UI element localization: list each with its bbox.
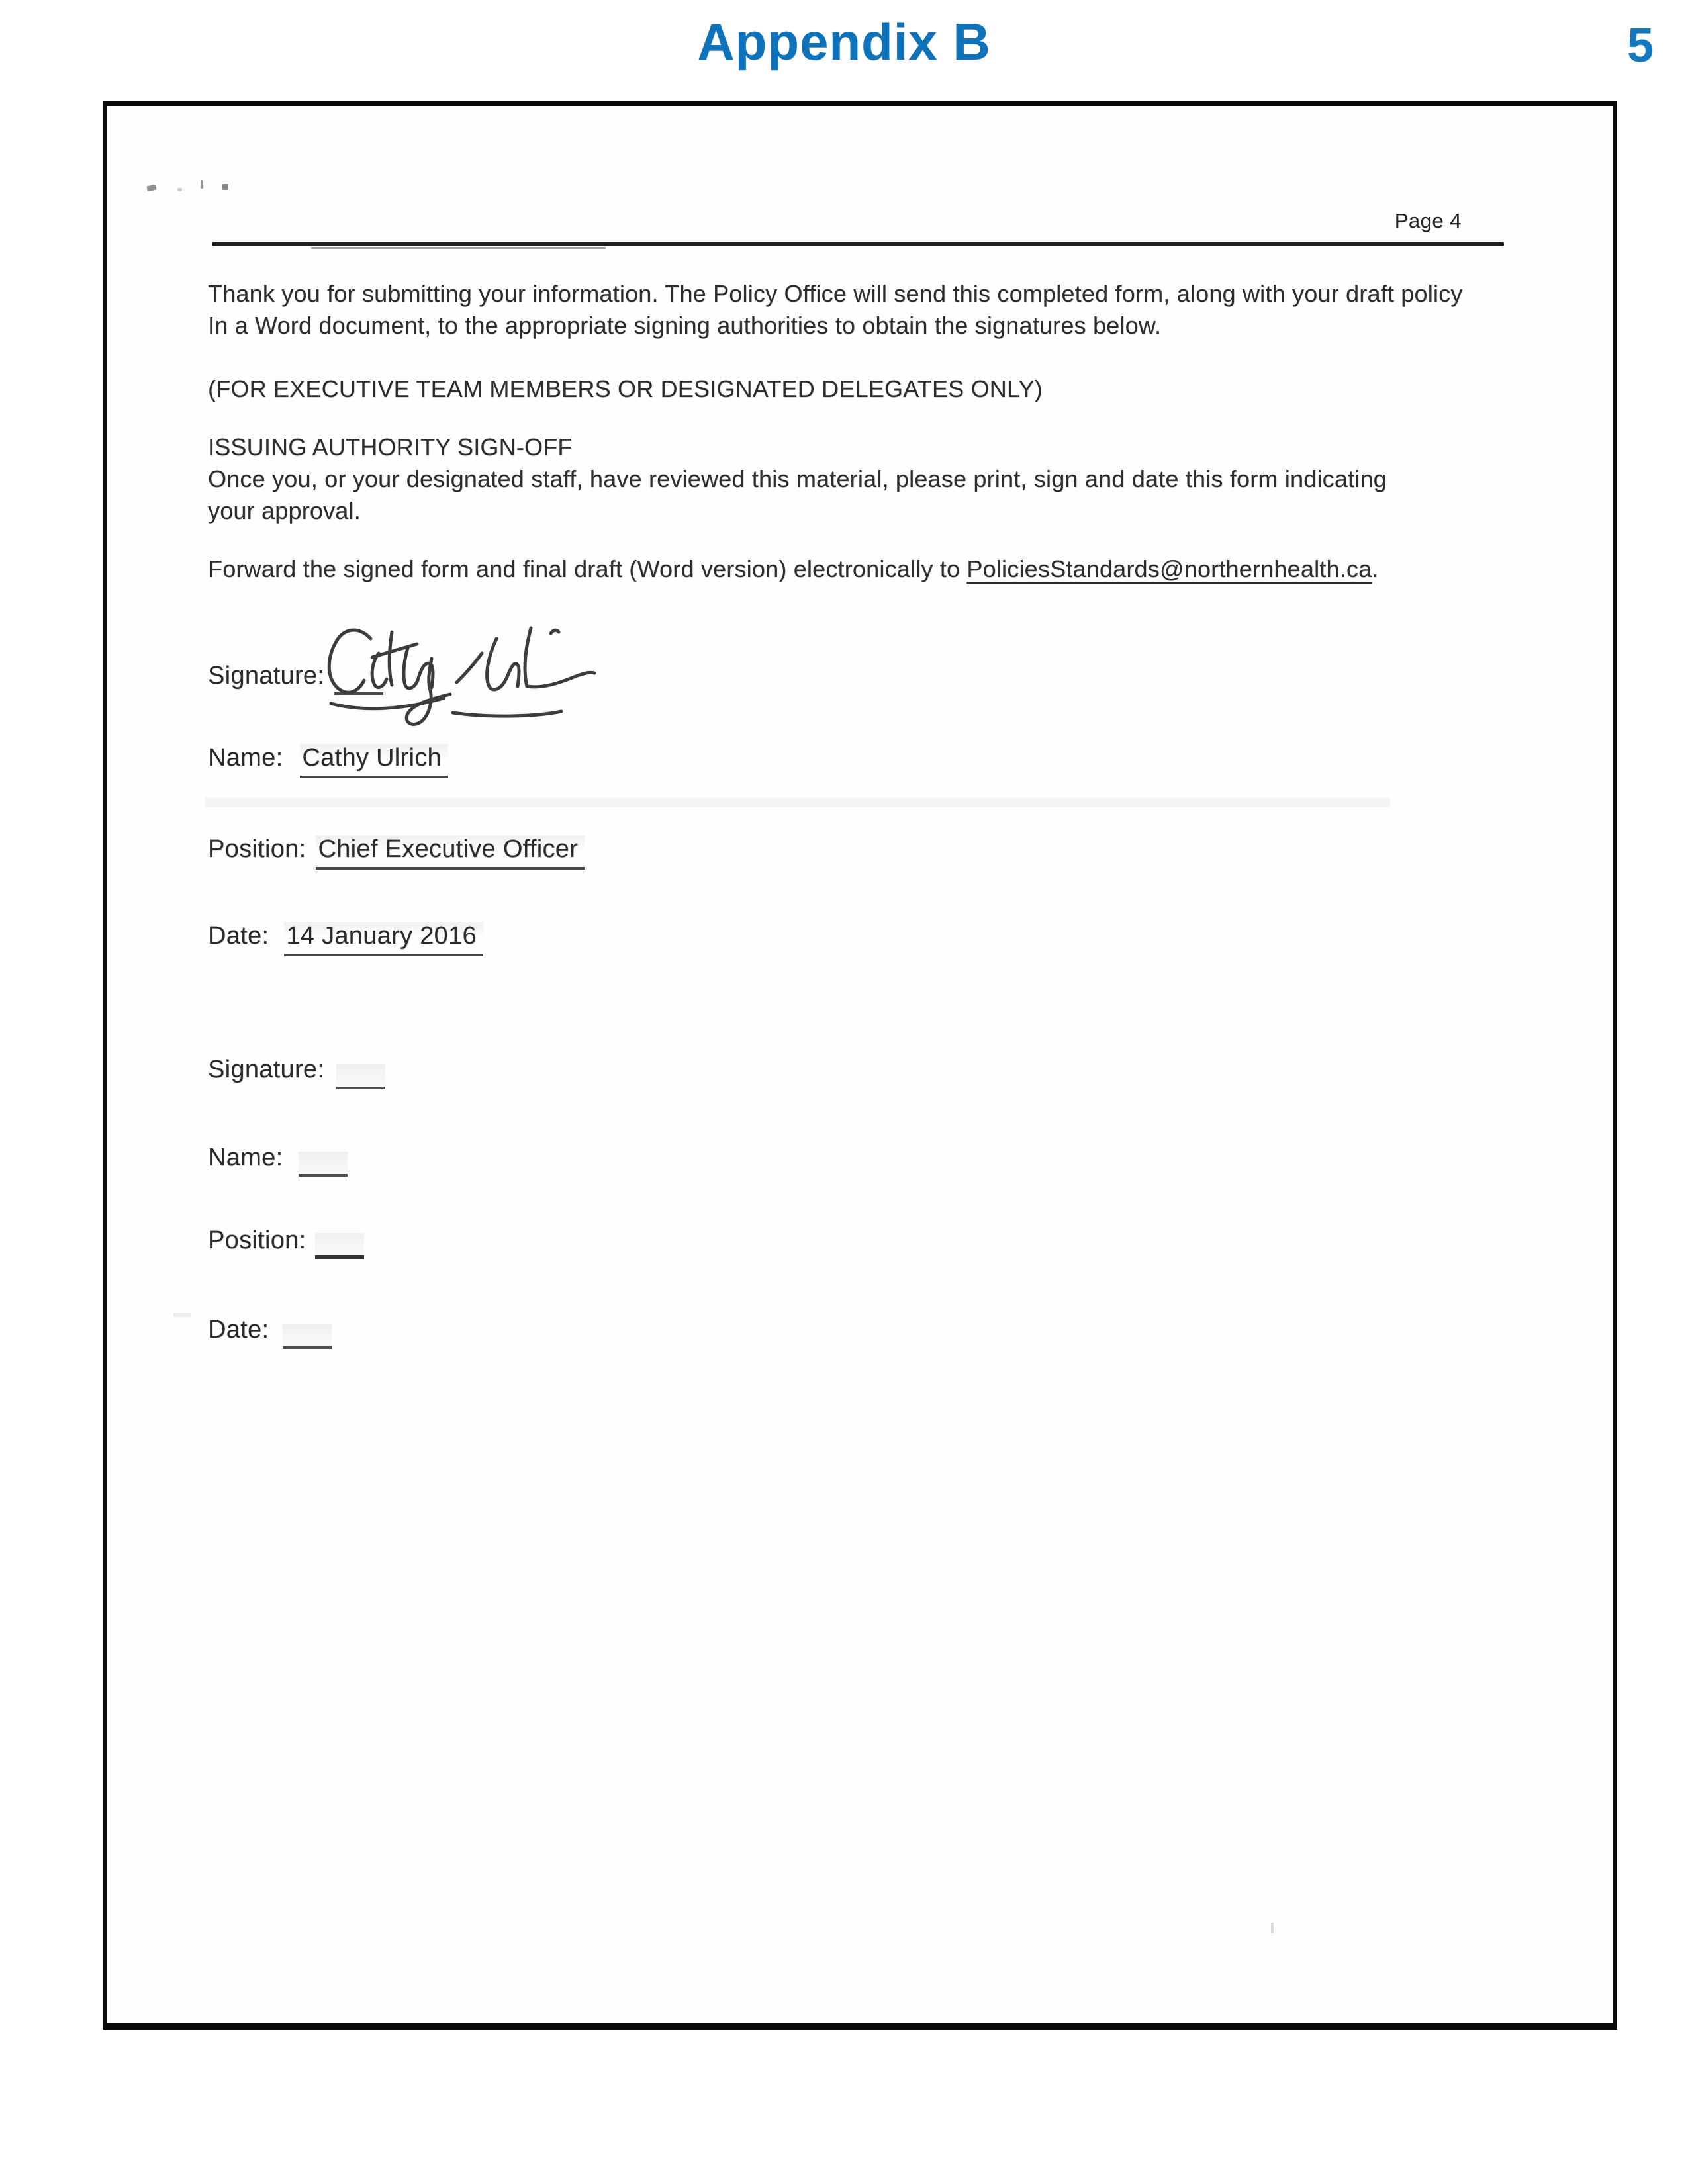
scan-artifact xyxy=(1271,1923,1274,1933)
scan-artifact xyxy=(205,797,1390,807)
name-label: Name: xyxy=(208,1144,283,1171)
name-label: Name: xyxy=(208,744,283,772)
handwritten-signature xyxy=(316,617,597,737)
date-row-blank xyxy=(208,1316,332,1344)
forward-instruction-text: Forward the signed form and final draft (Word version) electronically to xyxy=(208,555,967,582)
signature-label: Signature: xyxy=(208,662,325,690)
appendix-title: Appendix B xyxy=(697,13,991,71)
date-value: 14 January 2016 xyxy=(284,922,483,956)
signoff-heading: ISSUING AUTHORITY SIGN-OFF xyxy=(208,433,573,461)
name-row-signed xyxy=(208,744,448,778)
position-label: Position: xyxy=(208,835,306,863)
date-blank-field xyxy=(283,1324,332,1349)
position-row-signed xyxy=(208,835,585,870)
forward-instruction-period: . xyxy=(1372,555,1379,582)
email-link[interactable]: PoliciesStandards@northernhealth.ca xyxy=(966,555,1372,582)
name-blank-field xyxy=(299,1152,348,1177)
signature-row-blank xyxy=(208,1056,385,1084)
position-row-blank xyxy=(208,1226,364,1255)
position-label: Position: xyxy=(208,1226,306,1254)
restriction-note: (FOR EXECUTIVE TEAM MEMBERS OR DESIGNATED DELEGATES ONLY) xyxy=(208,375,1043,402)
forward-instruction xyxy=(208,553,1571,585)
intro-paragraph: Thank you for submitting your information. The Policy Office will send this completed form, along with your draft policy In a Word document, to the appropriate signing authorities to obtain the signatures below. xyxy=(208,280,1463,339)
name-value: Cathy Ulrich xyxy=(300,744,448,778)
name-row-blank xyxy=(208,1144,348,1172)
page-number-badge: 5 xyxy=(1626,19,1654,72)
scan-artifact xyxy=(222,184,228,190)
scan-artifact xyxy=(177,188,182,191)
scan-artifact xyxy=(201,180,203,189)
header-divider xyxy=(212,242,1504,246)
position-blank-field xyxy=(315,1233,364,1259)
header-divider-shadow xyxy=(311,247,606,249)
signoff-instruction: Once you, or your designated staff, have reviewed this material, please print, sign and date this form indicating your approval. xyxy=(208,465,1387,524)
signature-label: Signature: xyxy=(208,1056,325,1083)
scan-artifact xyxy=(173,1313,191,1317)
signature-blank-field xyxy=(336,1064,385,1089)
position-value: Chief Executive Officer xyxy=(316,835,585,870)
page-label: Page 4 xyxy=(1394,209,1462,232)
date-row-signed xyxy=(208,922,483,956)
signature-row-signed xyxy=(208,662,324,690)
date-label: Date: xyxy=(208,1316,269,1343)
date-label: Date: xyxy=(208,922,269,950)
